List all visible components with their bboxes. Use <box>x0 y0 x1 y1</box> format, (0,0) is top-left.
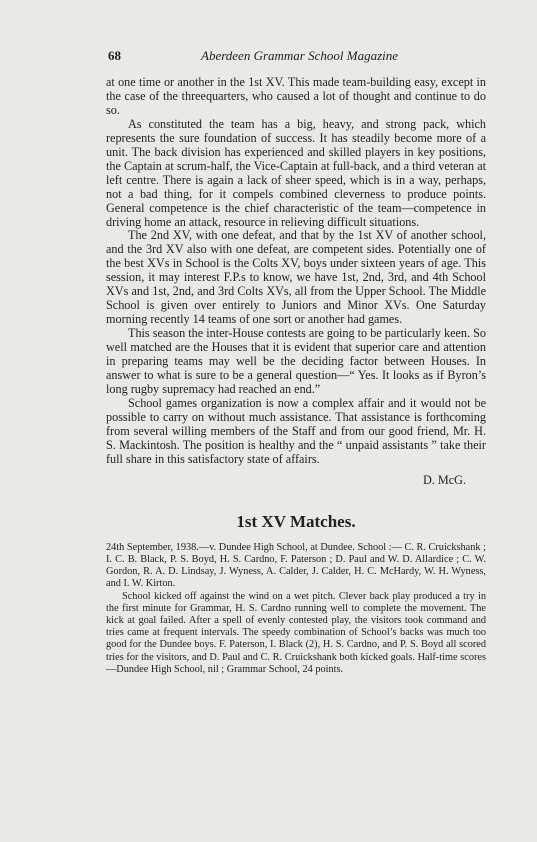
article-paragraph: School games organization is now a complex affair and it would not be possible to carry on without much assistance. That assistance is forthcoming from several willing members of the Staff and from our good friend, Mr. H. S. Mackintosh. The position is healthy and the “ unpaid assistants ” take their full share in this satisfactory state of affairs. <box>106 395 486 466</box>
running-title: Aberdeen Grammar School Magazine <box>201 48 399 63</box>
article-paragraph: The 2nd XV, with one defeat, and that by the 1st XV of another school, and the 3rd XV also with one defeat, are competent sides. Potentially one of the best XVs in School is the Colts XV, boys under sixteen years of age. This session, it may interest F.P.s to know, we have 1st, 2nd, 3rd, and 4th School XVs and 1st, 2nd, and 3rd Colts XVs, all from the Upper School. The Middle School is given over entirely to Juniors and Minor XVs. One Saturday morning recently 14 teams of one sort or another had games. <box>106 228 486 327</box>
match-report <box>106 542 486 676</box>
page-header <box>106 46 486 66</box>
author-signature: D. McG. <box>423 472 466 487</box>
match-team-list: 24th September, 1938.—v. Dundee High School, at Dundee. School :— C. R. Cruickshank ; I. C. B. Black, P. S. Boyd, H. S. Cardno, F. Paterson ; D. Paul and W. D. Allardice ; C. W. Gordon, R. A. D. Lindsay, J. Wyness, A. Calder, J. Calder, H. C. McHardy, W. H. Wyness, and I. W. Kirton. <box>106 541 486 590</box>
article-paragraph: As constituted the team has a big, heavy, and strong pack, which represents the sure foundation of success. It has steadily become more of a unit. The back division has experienced and skilled players in key positions, the Captain at scrum-half, the Vice-Captain at full-back, and a third veteran at left centre. There is again a lack of sheer speed, which is in a way, perhaps, not a bad thing, for it compels combined cleverness to produce points. General competence is the chief characteristic of the team—competence in driving home an attack, resource in relieving difficult situations. <box>106 116 486 229</box>
match-description: School kicked off against the wind on a wet pitch. Clever back play produced a try in the first minute for Grammar, H. S. Cardno running well to complete the movement. The kick at goal failed. After a spell of evenly contested play, the visitors took command and tries came at frequent intervals. The speedy combination of School’s backs was much too good for the Dundee boys. F. Paterson, I. Black (2), H. S. Cardno, and P. S. Boyd all scored tries for the visitors, and D. Paul and C. R. Cruickshank both kicked goals. Half-time scores—Dundee High School, nil ; Grammar School, 24 points. <box>106 590 486 675</box>
article-paragraph: at one time or another in the 1st XV. This made team-building easy, except in the case of the threequarters, who caused a lot of thought and continue to do so. <box>106 75 486 117</box>
section-heading: 1st XV Matches. <box>236 511 356 531</box>
article-paragraph: This season the inter-House contests are going to be particularly keen. So well matched are the Houses that it is evident that superior care and attention in preparing teams may well be the deciding factor between Houses. In answer to what is sure to be a general question—“ Yes. It looks as if Byron’s long rugby supremacy had reached an end.” <box>106 326 486 396</box>
page-number: 68 <box>108 48 121 63</box>
article-body <box>106 76 486 488</box>
magazine-page <box>106 46 486 676</box>
